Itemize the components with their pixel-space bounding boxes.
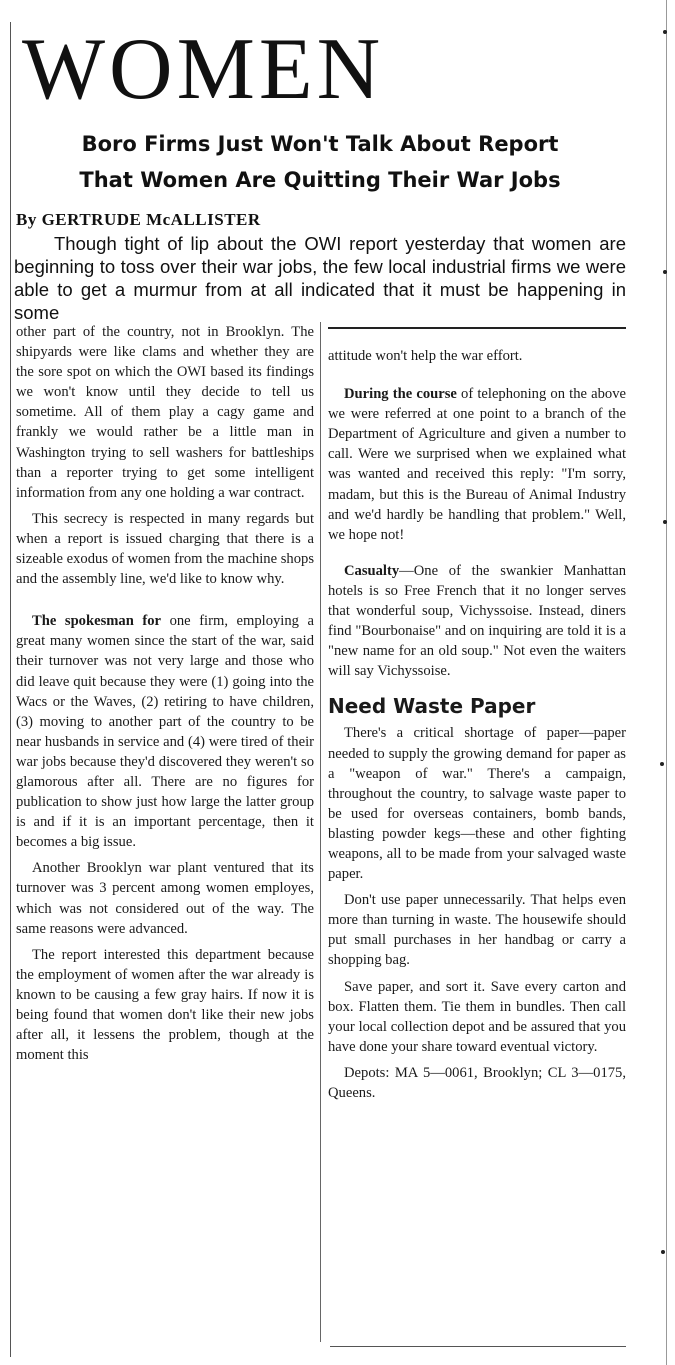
right-column-top-rule [328, 327, 626, 329]
right-paragraph-5: Don't use paper unnecessarily. That helps even more than turning in waste. The housewife should put small purchases in her handbag or carry a shopping bag. [328, 892, 626, 969]
right-paragraph-2: of telephoning on the above we were referred at one point to a branch of the Department of Agriculture and given a number to call. Were we surprised when we explained what was wanted and received this reply: "I'm sorry, madam, but this is the Bureau of Animal Industry and we'd hardly be handling that problem." Well, we hope not! [328, 386, 626, 543]
right-paragraph-1: attitude won't help the war effort. [328, 348, 523, 364]
left-paragraph-2: This secrecy is respected in many regards but when a report is issued charging that there is a sizeable exodus of women from the machine shops and the assembly line, we'd like to know why. [16, 510, 314, 588]
right-column [328, 346, 626, 1109]
bottom-rule [330, 1346, 626, 1347]
section-masthead: WOMEN [22, 21, 385, 118]
right-paragraph-3: —One of the swankier Manhattan hotels is so Free French that it no longer serves that wonderful soup, Vichyssoise. Instead, diners find "Bourbonaise" and on inquiring are told it is a "new name for an old soup." Not even the waiters will say Vichyssoise. [328, 562, 626, 680]
left-paragraph-3-lead-in: The spokesman for [32, 613, 162, 630]
left-paragraph-5: The report interested this department because the employment of women after the war already is known to be causing a few gray hairs. If now it is being found that women don't like their new jobs after all, it lessens the problem, though at the moment this [16, 946, 314, 1064]
right-paragraph-6: Save paper, and sort it. Save every carton and box. Flatten them. Tie them in bundles. Then call your local collection depot and be assured that you have done your share toward eventual victory. [328, 978, 626, 1055]
right-paragraph-2-lead-in: During the course [344, 386, 457, 403]
lead-text: Though tight of lip about the OWI report yesterday that women are beginning to toss over their war jobs, the few local industrial firms we were able to get a murmur from at all indicated that it must be happening in some [14, 233, 626, 323]
print-speck [663, 520, 667, 524]
left-paragraph-4: Another Brooklyn war plant ventured that its turnover was 3 percent among women employes, which was not considered out of the way. The same reasons were advanced. [16, 860, 314, 937]
print-speck [660, 762, 664, 766]
column-divider [320, 322, 321, 1342]
print-speck [661, 1250, 665, 1254]
print-speck [663, 30, 667, 34]
left-border-rule [10, 22, 11, 1357]
right-paragraph-7: Depots: MA 5—0061, Brooklyn; CL 3—0175, Queens. [328, 1064, 626, 1101]
headline-line-1: Boro Firms Just Won't Talk About Report [81, 132, 559, 156]
left-paragraph-1: other part of the country, not in Brooklyn. The shipyards were like clams and whether they are the sore spot on which the OWI based its findings we won't know until they decide to tell us sometime. All of them play a cagy game and frankly we would rather be a little man in Washington trying to sell washers for battleships than a reporter trying to get some intelligent information from any one holding a war contract. [16, 324, 314, 501]
left-paragraph-3: one firm, employing a great many women since the start of the war, said their turnover was not very large and those who did leave quit because they were (1) going into the Wacs or the Waves, (2) retiring to have children, (3) moving to another part of the country to be near husbands in service and (4) were tired of their war jobs because they'd discovered they weren't so glamorous after all. There are no figures for publication to show just how large the latter group is and if it is an important percentage, then it becomes a big issue. [16, 613, 314, 851]
right-border-rule [666, 0, 667, 1365]
right-paragraph-4: There's a critical shortage of paper—paper needed to supply the growing demand for paper as a "weapon of war." There's a campaign, throughout the country, to salvage waste paper to be used for overseas containers, bomb bands, blasting powder kegs—these and other fighting weapons, all to be made from your salvaged waste paper. [328, 725, 626, 883]
print-speck [663, 270, 667, 274]
left-column [16, 322, 314, 1071]
lead-paragraph [14, 232, 626, 324]
byline: By GERTRUDE McALLISTER [16, 210, 261, 229]
headline-line-2: That Women Are Quitting Their War Jobs [79, 168, 561, 192]
right-paragraph-3-lead-in: Casualty [344, 562, 400, 579]
subhead-need-waste-paper: Need Waste Paper [328, 694, 536, 719]
